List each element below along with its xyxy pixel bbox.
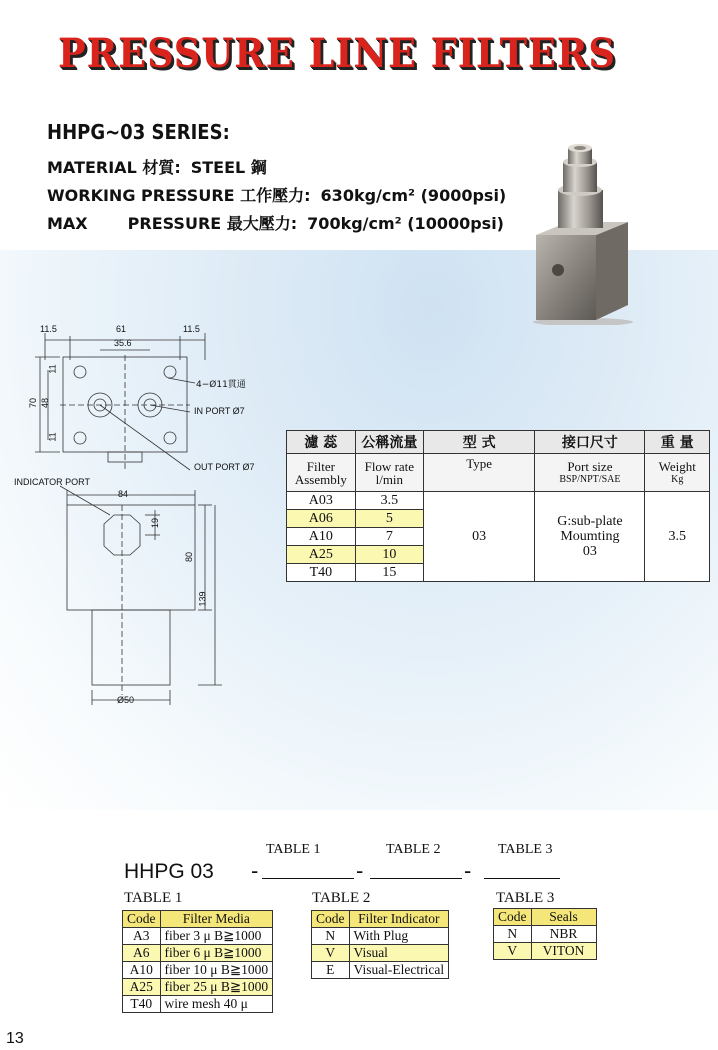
header-type-zh: 型 式 [423, 431, 534, 454]
table-row [312, 928, 449, 945]
working-pressure-value: 630kg/cm² (9000psi) [320, 186, 507, 205]
table3-title: TABLE 3 [496, 890, 555, 906]
table1-filter-media [122, 910, 273, 1013]
working-pressure-spec [47, 183, 506, 206]
table2-header [312, 911, 449, 928]
table3-header-seals: Seals [531, 909, 596, 926]
table-row [494, 926, 597, 943]
table-header-en [287, 454, 710, 492]
order-slot-2 [370, 878, 462, 879]
assembly-cell: A06 [287, 510, 356, 528]
code-cell: A6 [123, 945, 161, 962]
assembly-cell: A25 [287, 546, 356, 564]
header-assembly-zh: 濾 蕊 [287, 431, 356, 454]
table2-title: TABLE 2 [312, 890, 371, 906]
dim-11-5-left: 11.5 [40, 324, 57, 334]
code-cell: V [494, 943, 532, 960]
code-cell: E [312, 962, 350, 979]
material-spec [47, 155, 267, 178]
header-port-zh: 接口尺寸 [535, 431, 645, 454]
table-row [312, 962, 449, 979]
order-label-table1: TABLE 1 [266, 842, 321, 857]
dim-139: 139 [197, 591, 208, 607]
header-weight-zh: 重 量 [645, 431, 710, 454]
weight-cell: 3.5 [645, 492, 710, 582]
ordering-code [124, 840, 624, 890]
indicator-cell: Visual-Electrical [349, 962, 449, 979]
flow-cell: 10 [355, 546, 423, 564]
indicator-cell: With Plug [349, 928, 449, 945]
dim-80: 80 [184, 551, 195, 563]
assembly-cell: A10 [287, 528, 356, 546]
table-header-zh [287, 431, 710, 454]
table3-header [494, 909, 597, 926]
code-cell: A10 [123, 962, 161, 979]
seal-cell: VITON [531, 943, 596, 960]
series-label: HHPG~03 SERIES: [47, 120, 230, 144]
indicator-port-label: INDICATOR PORT [14, 477, 91, 487]
media-cell: fiber 10 μ B≧1000 [160, 962, 273, 979]
code-cell: V [312, 945, 350, 962]
table-row [123, 979, 273, 996]
flow-cell: 3.5 [355, 492, 423, 510]
filter-product-photo [528, 140, 638, 325]
assembly-cell: A03 [287, 492, 356, 510]
material-value: STEEL 鋼 [190, 158, 267, 177]
max-label: MAX [47, 214, 88, 233]
table-row [287, 492, 710, 510]
in-port-label: IN PORT Ø7 [194, 406, 245, 416]
order-label-table2: TABLE 2 [386, 842, 441, 857]
table-row [312, 945, 449, 962]
table3-seals [493, 908, 597, 960]
flow-cell: 5 [355, 510, 423, 528]
media-cell: fiber 6 μ B≧1000 [160, 945, 273, 962]
media-cell: fiber 25 μ B≧1000 [160, 979, 273, 996]
order-dash-3: - [464, 858, 472, 883]
header-type-en: Type [423, 454, 534, 492]
flow-cell: 15 [355, 564, 423, 582]
dim-61: 61 [116, 324, 127, 334]
code-cell: T40 [123, 996, 161, 1013]
seal-cell: NBR [531, 926, 596, 943]
indicator-cell: Visual [349, 945, 449, 962]
table1-header-code: Code [123, 911, 161, 928]
media-cell: fiber 3 μ B≧1000 [160, 928, 273, 945]
specification-table [286, 430, 710, 582]
dim-11-bottom: 11 [47, 432, 58, 442]
max-pressure-spec [47, 211, 504, 234]
dim-35-6: 35.6 [114, 338, 132, 348]
table3-header-code: Code [494, 909, 532, 926]
code-cell: N [312, 928, 350, 945]
header-weight-en: Weight Kg [645, 454, 710, 492]
table2-header-code: Code [312, 911, 350, 928]
flow-cell: 7 [355, 528, 423, 546]
order-label-table3: TABLE 3 [498, 842, 553, 857]
code-cell: A3 [123, 928, 161, 945]
technical-drawing [0, 320, 290, 720]
dim-48: 48 [40, 397, 51, 409]
order-slot-3 [484, 878, 560, 879]
hole-note: 4−Ø11貫通 [196, 380, 246, 390]
max-pressure-value: 700kg/cm² (10000psi) [307, 214, 504, 233]
dim-19: 19 [150, 517, 161, 529]
port-cell: G:sub-plate Moumting 03 [535, 492, 645, 582]
table-row [123, 928, 273, 945]
table1-header-media: Filter Media [160, 911, 273, 928]
media-cell: wire mesh 40 μ [160, 996, 273, 1013]
working-pressure-label: WORKING PRESSURE 工作壓力: [47, 186, 311, 205]
dim-11-5-right: 11.5 [183, 324, 200, 334]
code-cell: N [494, 926, 532, 943]
order-dash-2: - [356, 858, 364, 883]
dim-11-top: 11 [47, 364, 58, 374]
page-number: 13 [6, 1030, 24, 1047]
assembly-cell: T40 [287, 564, 356, 582]
page-title: PRESSURE LINE FILTERS [58, 30, 616, 77]
dim-50: Ø50 [117, 695, 135, 705]
table-row [123, 996, 273, 1013]
table-row [123, 962, 273, 979]
max-pressure-label: PRESSURE 最大壓力: [127, 214, 298, 233]
table-row [494, 943, 597, 960]
table2-filter-indicator [311, 910, 449, 979]
header-flow-zh: 公稱流量 [355, 431, 423, 454]
dim-70: 70 [28, 397, 39, 409]
material-label: MATERIAL 材質: [47, 158, 181, 177]
order-dash-1: - [251, 858, 259, 883]
header-assembly-en: Filter Assembly [287, 454, 356, 492]
order-code-prefix: HHPG 03 [124, 860, 214, 883]
table1-title: TABLE 1 [124, 890, 183, 906]
table2-header-indicator: Filter Indicator [349, 911, 449, 928]
table1-header [123, 911, 273, 928]
header-flow-en: Flow rate l/min [355, 454, 423, 492]
out-port-label: OUT PORT Ø7 [194, 462, 255, 472]
order-slot-1 [262, 878, 354, 879]
table-row [123, 945, 273, 962]
type-cell: 03 [423, 492, 534, 582]
dim-84: 84 [118, 489, 129, 499]
header-port-en: Port size BSP/NPT/SAE [535, 454, 645, 492]
code-cell: A25 [123, 979, 161, 996]
